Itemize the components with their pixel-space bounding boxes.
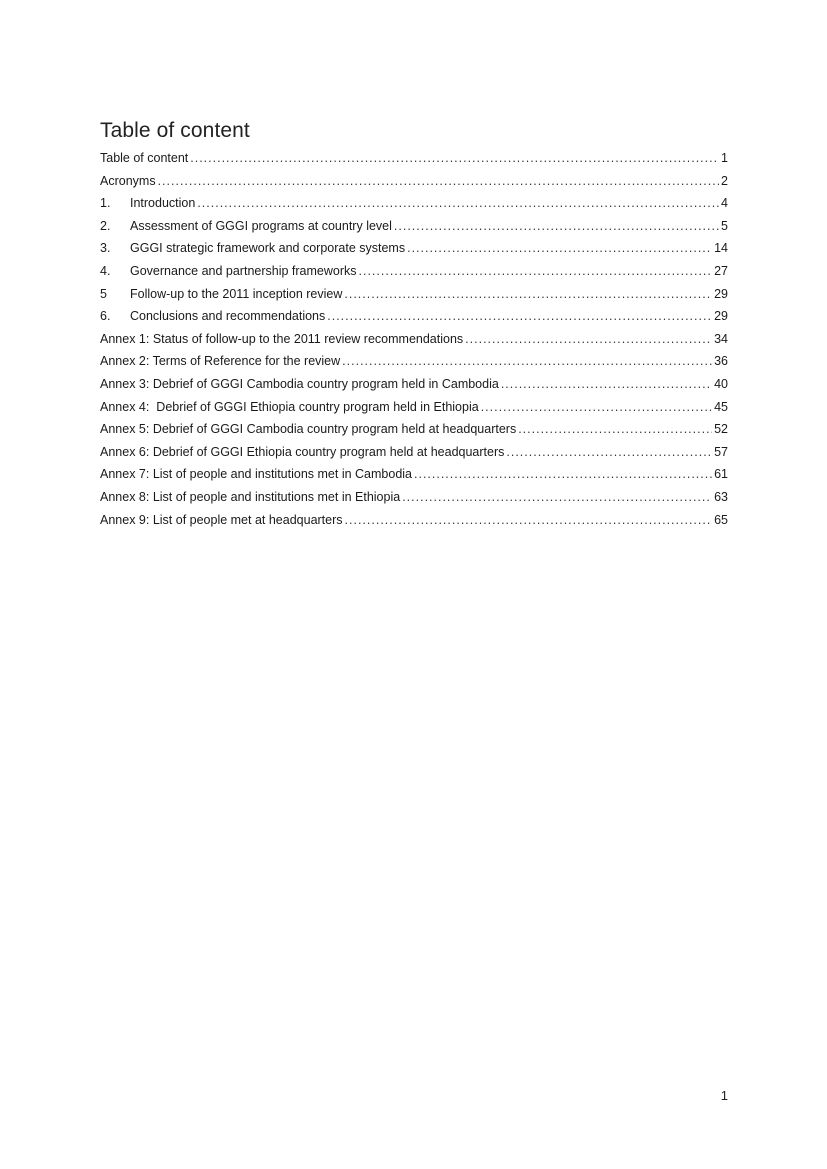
page-number: 1 — [720, 1088, 728, 1103]
toc-entry-page: 5 — [721, 218, 728, 233]
toc-entry-number: 4. — [100, 263, 111, 278]
toc-entry-title: Annex 3: Debrief of GGGI Cambodia country program held in Cambodia — [100, 376, 499, 391]
toc-entry[interactable] — [100, 396, 728, 419]
toc-dot-leader — [394, 215, 719, 238]
toc-entry-title: Table of content — [100, 151, 189, 165]
toc-heading: Table of content — [100, 119, 250, 142]
toc-entry-number: 5 — [100, 286, 107, 301]
toc-entry-number: 1. — [100, 196, 111, 211]
toc-dot-leader — [197, 192, 719, 215]
toc-entry-page: 29 — [714, 309, 728, 324]
toc-dot-leader — [518, 418, 712, 441]
toc-entry-title: Follow-up to the 2011 inception review — [130, 286, 343, 301]
toc-entry-page: 63 — [714, 489, 728, 504]
toc-entry-title: Annex 8: List of people and institutions met in Ethiopia — [100, 489, 401, 504]
toc-entry[interactable] — [100, 147, 728, 170]
toc-entry-title: Conclusions and recommendations — [130, 309, 326, 324]
toc-entry[interactable] — [100, 237, 728, 260]
toc-entry[interactable] — [100, 305, 728, 328]
toc-entry[interactable] — [100, 215, 728, 238]
toc-dot-leader — [465, 328, 712, 351]
toc-entry-title: Assessment of GGGI programs at country level — [130, 218, 392, 233]
toc-entry-number: 6. — [100, 309, 111, 324]
toc-entry-page: 36 — [714, 354, 728, 369]
toc-entry-page: 57 — [714, 444, 728, 459]
toc-dot-leader — [359, 260, 713, 283]
toc-entry-title: Annex 6: Debrief of GGGI Ethiopia country program held at headquarters — [100, 444, 505, 459]
toc-entry-page: 2 — [721, 173, 728, 188]
toc-entry-title: Annex 9: List of people met at headquarters — [100, 512, 343, 527]
toc-entry[interactable] — [100, 170, 728, 193]
toc-entry-page: 61 — [714, 467, 728, 482]
toc-entry[interactable] — [100, 486, 728, 509]
toc-entry-page: 4 — [721, 196, 728, 211]
toc-entry-title: Acronyms — [100, 173, 156, 188]
toc-entry[interactable] — [100, 463, 728, 486]
toc-dot-leader — [344, 283, 712, 306]
toc-entry-title: Annex 2: Terms of Reference for the review — [100, 354, 341, 369]
toc-entry[interactable] — [100, 509, 728, 532]
toc-dot-leader — [414, 463, 712, 486]
toc-entry[interactable] — [100, 192, 728, 215]
toc-entry-page: 65 — [714, 512, 728, 527]
toc-entry-title: GGGI strategic framework and corporate systems — [130, 241, 406, 256]
toc-entry-title: Annex 4: Debrief of GGGI Ethiopia country program held in Ethiopia — [100, 399, 479, 414]
toc-entry-page: 27 — [714, 263, 728, 278]
toc-list — [100, 147, 728, 531]
toc-entry-title: Annex 5: Debrief of GGGI Cambodia country program held at headquarters — [100, 422, 517, 437]
toc-entry-title: Introduction — [130, 196, 196, 211]
toc-entry-page: 14 — [714, 241, 728, 256]
toc-entry[interactable] — [100, 328, 728, 351]
toc-entry-number: 2. — [100, 218, 111, 233]
toc-dot-leader — [481, 396, 712, 419]
toc-dot-leader — [190, 147, 719, 170]
toc-entry[interactable] — [100, 373, 728, 396]
toc-entry-page: 29 — [714, 286, 728, 301]
toc-dot-leader — [506, 441, 712, 464]
toc-dot-leader — [342, 350, 712, 373]
toc-entry[interactable] — [100, 418, 728, 441]
toc-entry[interactable] — [100, 350, 728, 373]
toc-entry-page: 40 — [714, 376, 728, 391]
toc-entry-title: Governance and partnership frameworks — [130, 263, 357, 278]
toc-dot-leader — [327, 305, 712, 328]
toc-entry-page: 52 — [714, 422, 728, 437]
toc-dot-leader — [407, 237, 712, 260]
toc-dot-leader — [158, 170, 719, 193]
toc-dot-leader — [501, 373, 712, 396]
toc-entry-title: Annex 1: Status of follow-up to the 2011 review recommendations — [100, 331, 464, 346]
toc-entry-number: 3. — [100, 241, 111, 256]
toc-dot-leader — [402, 486, 712, 509]
toc-entry-page: 45 — [714, 399, 728, 414]
toc-dot-leader — [345, 509, 713, 532]
toc-entry-page: 1 — [721, 151, 728, 165]
toc-entry[interactable] — [100, 441, 728, 464]
toc-entry[interactable] — [100, 283, 728, 306]
toc-entry-page: 34 — [714, 331, 728, 346]
toc-entry[interactable] — [100, 260, 728, 283]
toc-entry-title: Annex 7: List of people and institutions met in Cambodia — [100, 467, 412, 482]
